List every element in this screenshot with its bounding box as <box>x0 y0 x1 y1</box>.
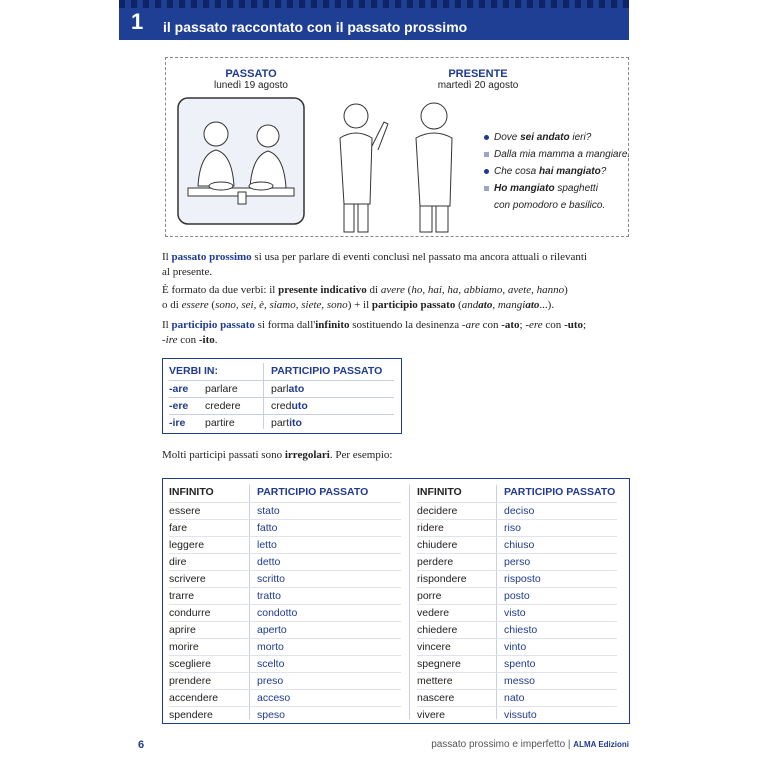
infinitive-cell: prendere <box>169 675 212 687</box>
table-row <box>169 502 401 520</box>
participle-cell: messo <box>504 675 535 687</box>
infinitive-cell: aprire <box>169 624 196 636</box>
table-row <box>417 638 617 656</box>
dialog-line: Dalla mia mamma a mangiare. <box>484 149 630 166</box>
illustration-box <box>165 57 629 237</box>
column-header: PARTICIPIO PASSATO <box>257 486 369 498</box>
column-header: VERBI IN: <box>169 365 219 377</box>
infinitive-cell: ridere <box>417 522 444 534</box>
participle-cell: aperto <box>257 624 287 636</box>
chapter-header <box>119 0 629 40</box>
infinitive-cell: vedere <box>417 607 450 619</box>
table-row <box>417 604 617 622</box>
table-row <box>417 587 617 605</box>
table-row <box>169 519 401 537</box>
infinitive-cell: spendere <box>169 709 213 721</box>
infinitive-cell: condurre <box>169 607 211 619</box>
paragraph-formation: È formato da due verbi: il presente indicativo di avere (ho, hai, ha, abbiamo, avete, hanno) o di essere (sono, sei, è, siamo, siete, sono) + il participio passato (andato, mangiato...). <box>162 284 568 311</box>
participle-cell: visto <box>504 607 526 619</box>
dialog-line-continuation: con pomodoro e basilico. <box>494 200 606 211</box>
participle-cell: risposto <box>504 573 541 585</box>
table-row <box>417 672 617 690</box>
table-row <box>417 706 617 724</box>
infinitive-cell: scrivere <box>169 573 206 585</box>
participle-cell: spento <box>504 658 536 670</box>
header-dot-strip <box>119 0 629 8</box>
table-row: -ere credere creduto <box>169 397 394 415</box>
infinitive-cell: porre <box>417 590 442 602</box>
table-row <box>417 502 617 520</box>
participle-cell: perso <box>504 556 531 568</box>
participle-cell: preso <box>257 675 284 687</box>
participle-cell: tratto <box>257 590 281 602</box>
running-footer: passato prossimo e imperfetto | ALMA Edizioni <box>431 739 629 750</box>
chapter-title: il passato raccontato con il passato prossimo <box>163 19 468 35</box>
infinitive-cell: leggere <box>169 539 205 551</box>
table-row <box>169 553 401 571</box>
past-label: PASSATO lunedì 19 agosto <box>214 68 288 91</box>
infinitive-cell: scegliere <box>169 658 212 670</box>
speaker-a-bullet-icon <box>484 169 489 174</box>
participle-cell: posto <box>504 590 530 602</box>
infinitive-cell: fare <box>169 522 188 534</box>
infinitive-cell: perdere <box>417 556 454 568</box>
participle-cell: nato <box>504 692 525 704</box>
dialog-line: Dove sei andato ieri? <box>484 132 630 149</box>
table-row <box>417 655 617 673</box>
dialog-line: Che cosa hai mangiato? <box>484 166 630 183</box>
regular-verbs-table <box>162 358 402 434</box>
infinitive-cell: decidere <box>417 505 458 517</box>
table-row <box>169 536 401 554</box>
participle-cell: vinto <box>504 641 527 653</box>
column-header: INFINITO <box>417 486 462 498</box>
participle-cell: detto <box>257 556 281 568</box>
participle-cell: scritto <box>257 573 286 585</box>
paragraph-endings: Il participio passato si forma dall'infinito sostituendo la desinenza -are con -ato; -ere con -uto; -ire con -ito. <box>162 319 587 346</box>
infinitive-cell: rispondere <box>417 573 467 585</box>
table-row <box>169 587 401 605</box>
table-row <box>417 689 617 707</box>
column-divider <box>409 485 410 719</box>
table-row <box>169 621 401 639</box>
participle-cell: fatto <box>257 522 278 534</box>
dialog-bubble <box>484 132 630 215</box>
infinitive-cell: essere <box>169 505 201 517</box>
two-men-talking-illustration <box>326 94 476 234</box>
table-row <box>417 621 617 639</box>
table-row <box>417 570 617 588</box>
chapter-number: 1 <box>131 9 144 34</box>
table-row <box>417 536 617 554</box>
participle-cell: riso <box>504 522 521 534</box>
irregular-participles-table <box>162 478 630 724</box>
infinitive-cell: mettere <box>417 675 453 687</box>
infinitive-cell: accendere <box>169 692 219 704</box>
table-row <box>417 553 617 571</box>
infinitive-cell: spegnere <box>417 658 461 670</box>
page-number: 6 <box>138 739 145 751</box>
table-row <box>417 519 617 537</box>
participle-cell: stato <box>257 505 280 517</box>
infinitive-cell: nascere <box>417 692 455 704</box>
table-row: -ire partire partito <box>169 414 394 432</box>
infinitive-cell: trarre <box>169 590 195 602</box>
present-label: PRESENTE martedì 20 agosto <box>437 68 519 91</box>
column-header: PARTICIPIO PASSATO <box>504 486 616 498</box>
participle-cell: letto <box>257 539 277 551</box>
table-row <box>169 570 401 588</box>
speaker-a-bullet-icon <box>484 135 489 140</box>
infinitive-cell: vincere <box>417 641 451 653</box>
table-row <box>169 604 401 622</box>
infinitive-cell: dire <box>169 556 187 568</box>
table-row <box>169 672 401 690</box>
dialog-line: Ho mangiato spaghetti <box>484 183 630 200</box>
dining-scene-illustration <box>176 96 306 226</box>
participle-cell: chiuso <box>504 539 535 551</box>
infinitive-cell: chiedere <box>417 624 458 636</box>
table-row <box>169 706 401 724</box>
paragraph-irregular-intro: Molti participi passati sono irregolari. Per esempio: <box>162 449 393 461</box>
table-row <box>169 638 401 656</box>
participle-cell: scelto <box>257 658 285 670</box>
participle-cell: acceso <box>257 692 291 704</box>
speaker-b-bullet-icon <box>484 186 489 191</box>
participle-cell: condotto <box>257 607 298 619</box>
column-header: PARTICIPIO PASSATO <box>271 365 383 377</box>
table-row <box>169 655 401 673</box>
paragraph-definition: Il passato prossimo si usa per parlare di eventi conclusi nel passato ma ancora attuali o rilevanti al presente. <box>162 251 588 278</box>
infinitive-cell: morire <box>169 641 199 653</box>
participle-cell: vissuto <box>504 709 537 721</box>
participle-cell: speso <box>257 709 286 721</box>
table-row: -are parlare parlato <box>169 380 394 398</box>
speaker-b-bullet-icon <box>484 152 489 157</box>
participle-cell: morto <box>257 641 284 653</box>
table-row <box>169 689 401 707</box>
infinitive-cell: chiudere <box>417 539 458 551</box>
participle-cell: deciso <box>504 505 535 517</box>
infinitive-cell: vivere <box>417 709 446 721</box>
column-header: INFINITO <box>169 486 214 498</box>
participle-cell: chiesto <box>504 624 538 636</box>
